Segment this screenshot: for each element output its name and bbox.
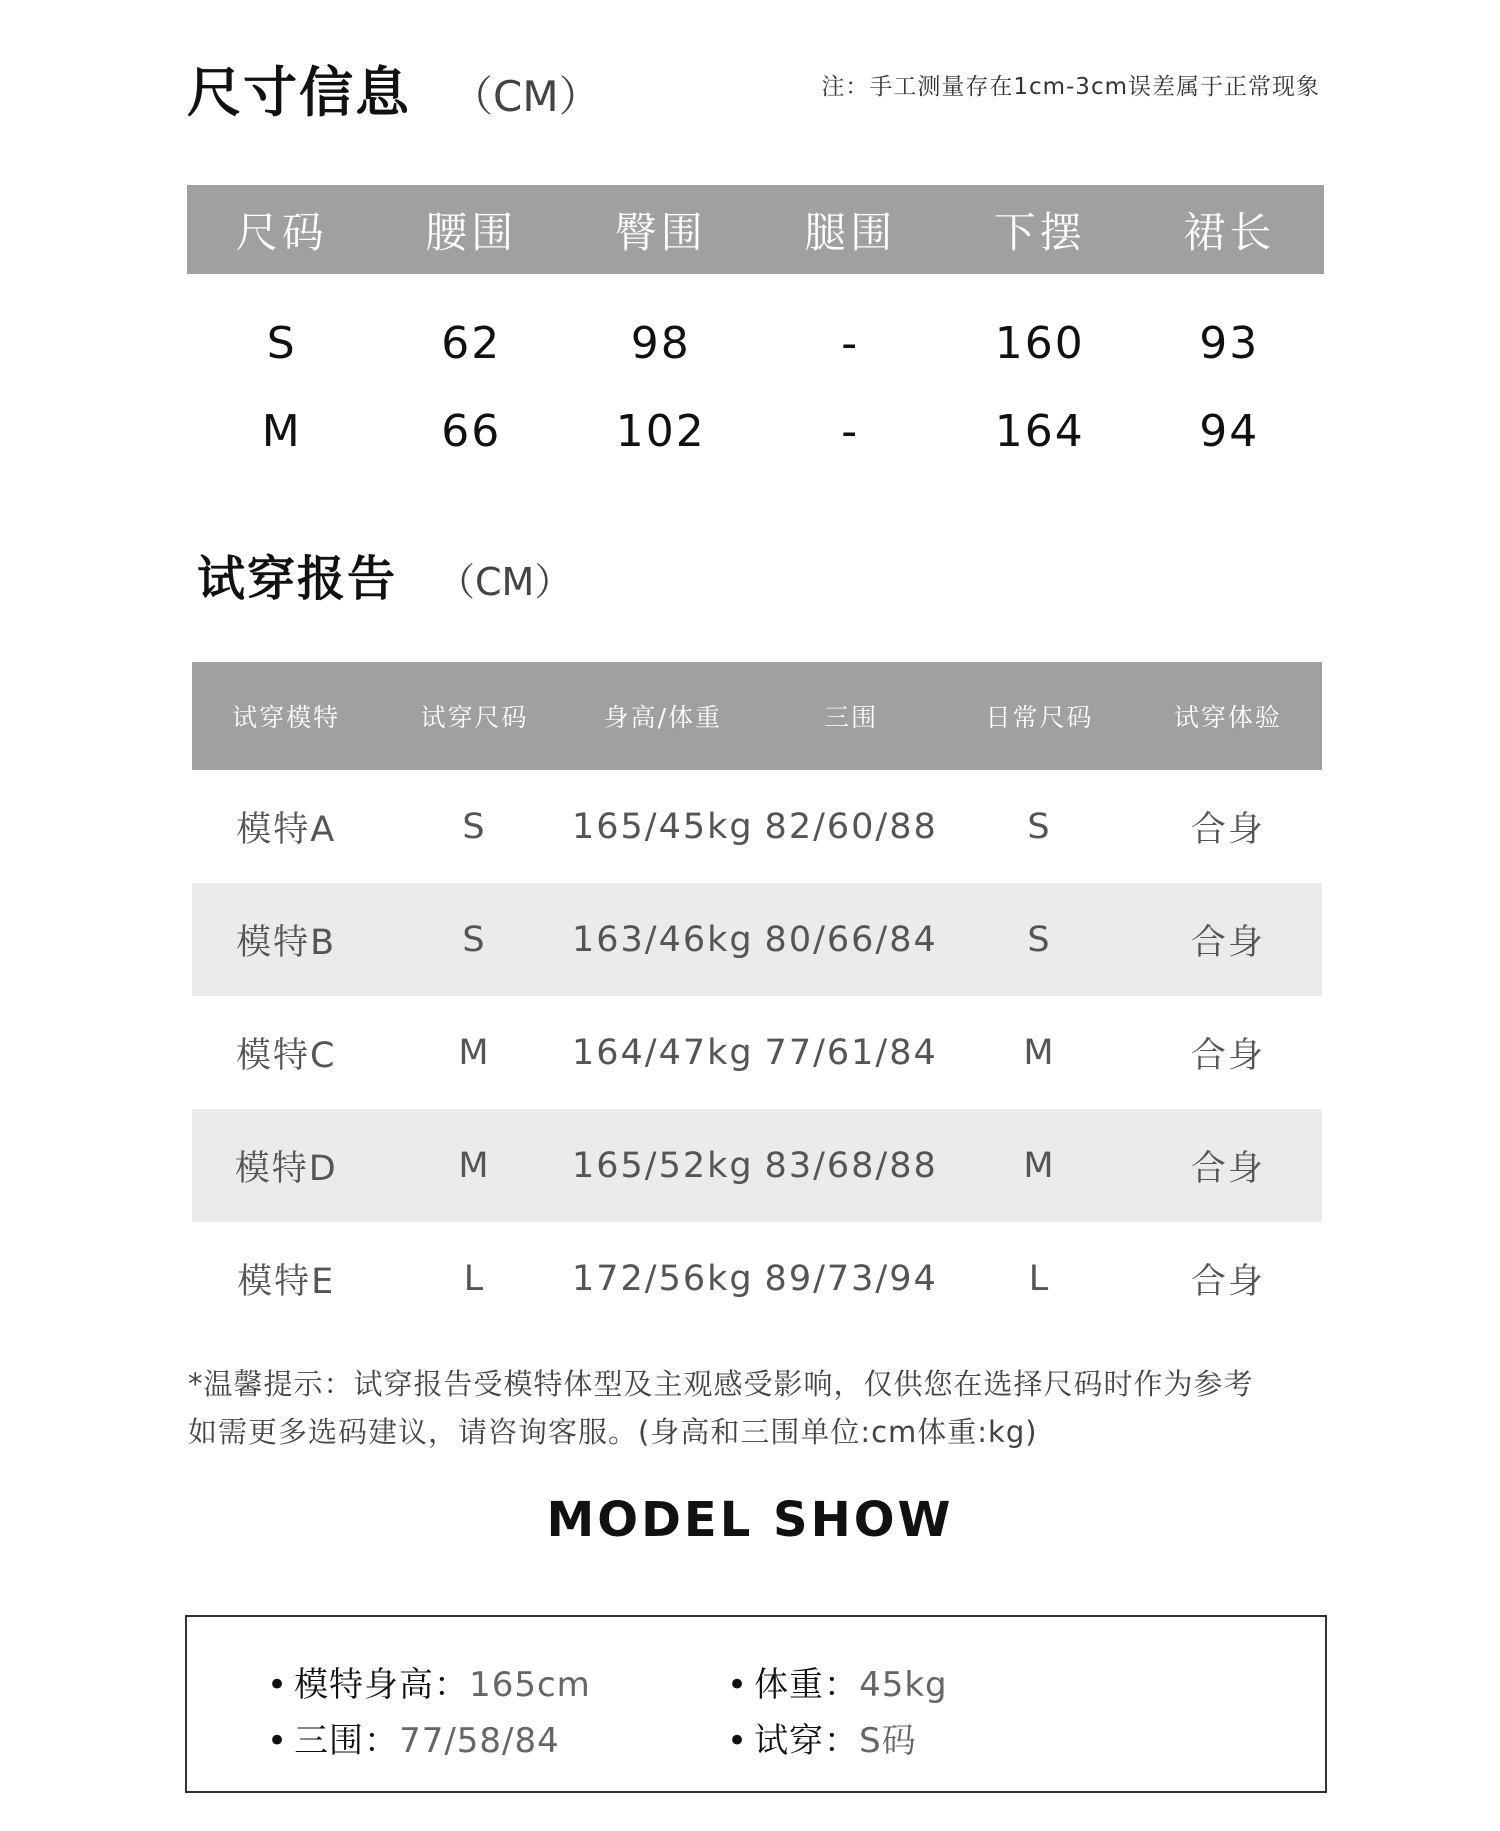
fit-cell: 模特A (236, 809, 337, 850)
size-table (187, 185, 1324, 475)
size-cell: 93 (1199, 317, 1260, 369)
bullet-icon: • (267, 1665, 289, 1705)
size-info-header (187, 50, 601, 127)
model-trial-value: S码 (859, 1721, 917, 1761)
fit-header-cell: 试穿模特 (192, 662, 380, 770)
model-height-item (267, 1657, 591, 1706)
size-header-cell: 腿围 (756, 185, 946, 274)
bullet-icon: • (267, 1721, 289, 1761)
size-cell: S (266, 317, 297, 369)
model-measurements-label: 三围： (294, 1721, 400, 1761)
size-header-cell: 臀围 (566, 185, 756, 274)
size-cell: 160 (994, 317, 1085, 369)
fit-cell: 77/61/84 (764, 1032, 938, 1073)
fit-cell: M (945, 1109, 1133, 1222)
size-cell: 94 (1199, 405, 1260, 457)
size-cell: 62 (441, 317, 502, 369)
fit-cell: 83/68/88 (757, 1109, 945, 1222)
fit-cell: M (458, 1032, 491, 1073)
fit-cell: 165/45kg (572, 806, 754, 847)
fit-cell: 82/60/88 (764, 806, 938, 847)
fit-report-title: 试穿报告 (197, 551, 398, 607)
fit-cell: 163/46kg (569, 883, 757, 996)
size-header-cell: 尺码 (187, 185, 377, 274)
size-cell: 102 (615, 405, 706, 457)
fit-cell: M (1023, 1032, 1056, 1073)
bullet-icon: • (727, 1665, 749, 1705)
size-table-row (187, 387, 1324, 475)
size-cell: 98 (630, 317, 691, 369)
size-header-cell: 裙长 (1135, 185, 1325, 274)
fit-report-table (192, 662, 1322, 1335)
fit-cell: 172/56kg (572, 1258, 754, 1299)
fit-cell: L (463, 1258, 486, 1299)
fit-cell: 合身 (1190, 1261, 1265, 1302)
fit-cell: S (1027, 806, 1052, 847)
fit-table-row (192, 1109, 1322, 1222)
fit-cell: 模特E (237, 1261, 336, 1302)
model-weight-item (727, 1657, 948, 1706)
size-cell: - (841, 317, 860, 369)
fit-cell: S (380, 883, 568, 996)
size-table-row (187, 274, 1324, 387)
size-info-unit: （CM） (451, 72, 601, 121)
fit-cell: M (380, 1109, 568, 1222)
fit-cell: 合身 (1190, 1035, 1265, 1076)
size-cell: M (261, 405, 302, 457)
fit-report-unit: （CM） (437, 560, 573, 604)
model-trial-item (727, 1713, 917, 1762)
model-measurements-item (267, 1713, 560, 1762)
size-header-cell: 下摆 (945, 185, 1135, 274)
size-info-title: 尺寸信息 (187, 61, 411, 124)
fit-header-cell: 三围 (757, 662, 945, 770)
fit-cell: 模特D (192, 1109, 380, 1222)
fit-header-cell: 试穿尺码 (380, 662, 568, 770)
size-cell: - (841, 405, 860, 457)
fit-cell: S (462, 806, 487, 847)
fit-cell: 模特B (192, 883, 380, 996)
model-height-label: 模特身高： (294, 1665, 470, 1705)
measurement-note: 注：手工测量存在1cm-3cm误差属于正常现象 (821, 74, 1320, 100)
fit-header-cell: 身高/体重 (569, 662, 757, 770)
fit-cell: S (945, 883, 1133, 996)
model-height-value: 165cm (469, 1665, 591, 1705)
fit-table-row (192, 1222, 1322, 1335)
fit-cell: 合身 (1190, 809, 1265, 850)
size-cell: 164 (994, 405, 1085, 457)
fit-cell: 模特C (235, 1035, 337, 1076)
fit-tip-line: 如需更多选码建议，请咨询客服。(身高和三围单位:cm体重:kg) (188, 1415, 1038, 1449)
fit-table-row (192, 770, 1322, 883)
fit-header-cell: 试穿体验 (1134, 662, 1322, 770)
bullet-icon: • (727, 1721, 749, 1761)
fit-cell: 164/47kg (572, 1032, 754, 1073)
size-table-header-row (187, 185, 1324, 274)
fit-tip-line: *温馨提示：试穿报告受模特体型及主观感受影响，仅供您在选择尺码时作为参考 (188, 1367, 1254, 1401)
fit-header-cell: 日常尺码 (945, 662, 1133, 770)
fit-table-row (192, 996, 1322, 1109)
fit-table-header-row (192, 662, 1322, 770)
fit-cell: L (1028, 1258, 1051, 1299)
fit-tip (188, 1360, 1338, 1456)
model-measurements-value: 77/58/84 (399, 1721, 560, 1761)
model-show-title: MODEL SHOW (546, 1492, 954, 1548)
fit-table-row (192, 883, 1322, 996)
fit-cell: 合身 (1134, 883, 1322, 996)
fit-cell: 165/52kg (569, 1109, 757, 1222)
fit-cell: 合身 (1134, 1109, 1322, 1222)
fit-report-header (197, 540, 572, 609)
size-cell: 66 (441, 405, 502, 457)
size-header-cell: 腰围 (377, 185, 567, 274)
model-info-box (185, 1615, 1327, 1793)
fit-cell: 80/66/84 (757, 883, 945, 996)
model-trial-label: 试穿： (754, 1721, 860, 1761)
model-weight-value: 45kg (859, 1665, 948, 1705)
fit-cell: 89/73/94 (764, 1258, 938, 1299)
model-weight-label: 体重： (754, 1665, 860, 1705)
